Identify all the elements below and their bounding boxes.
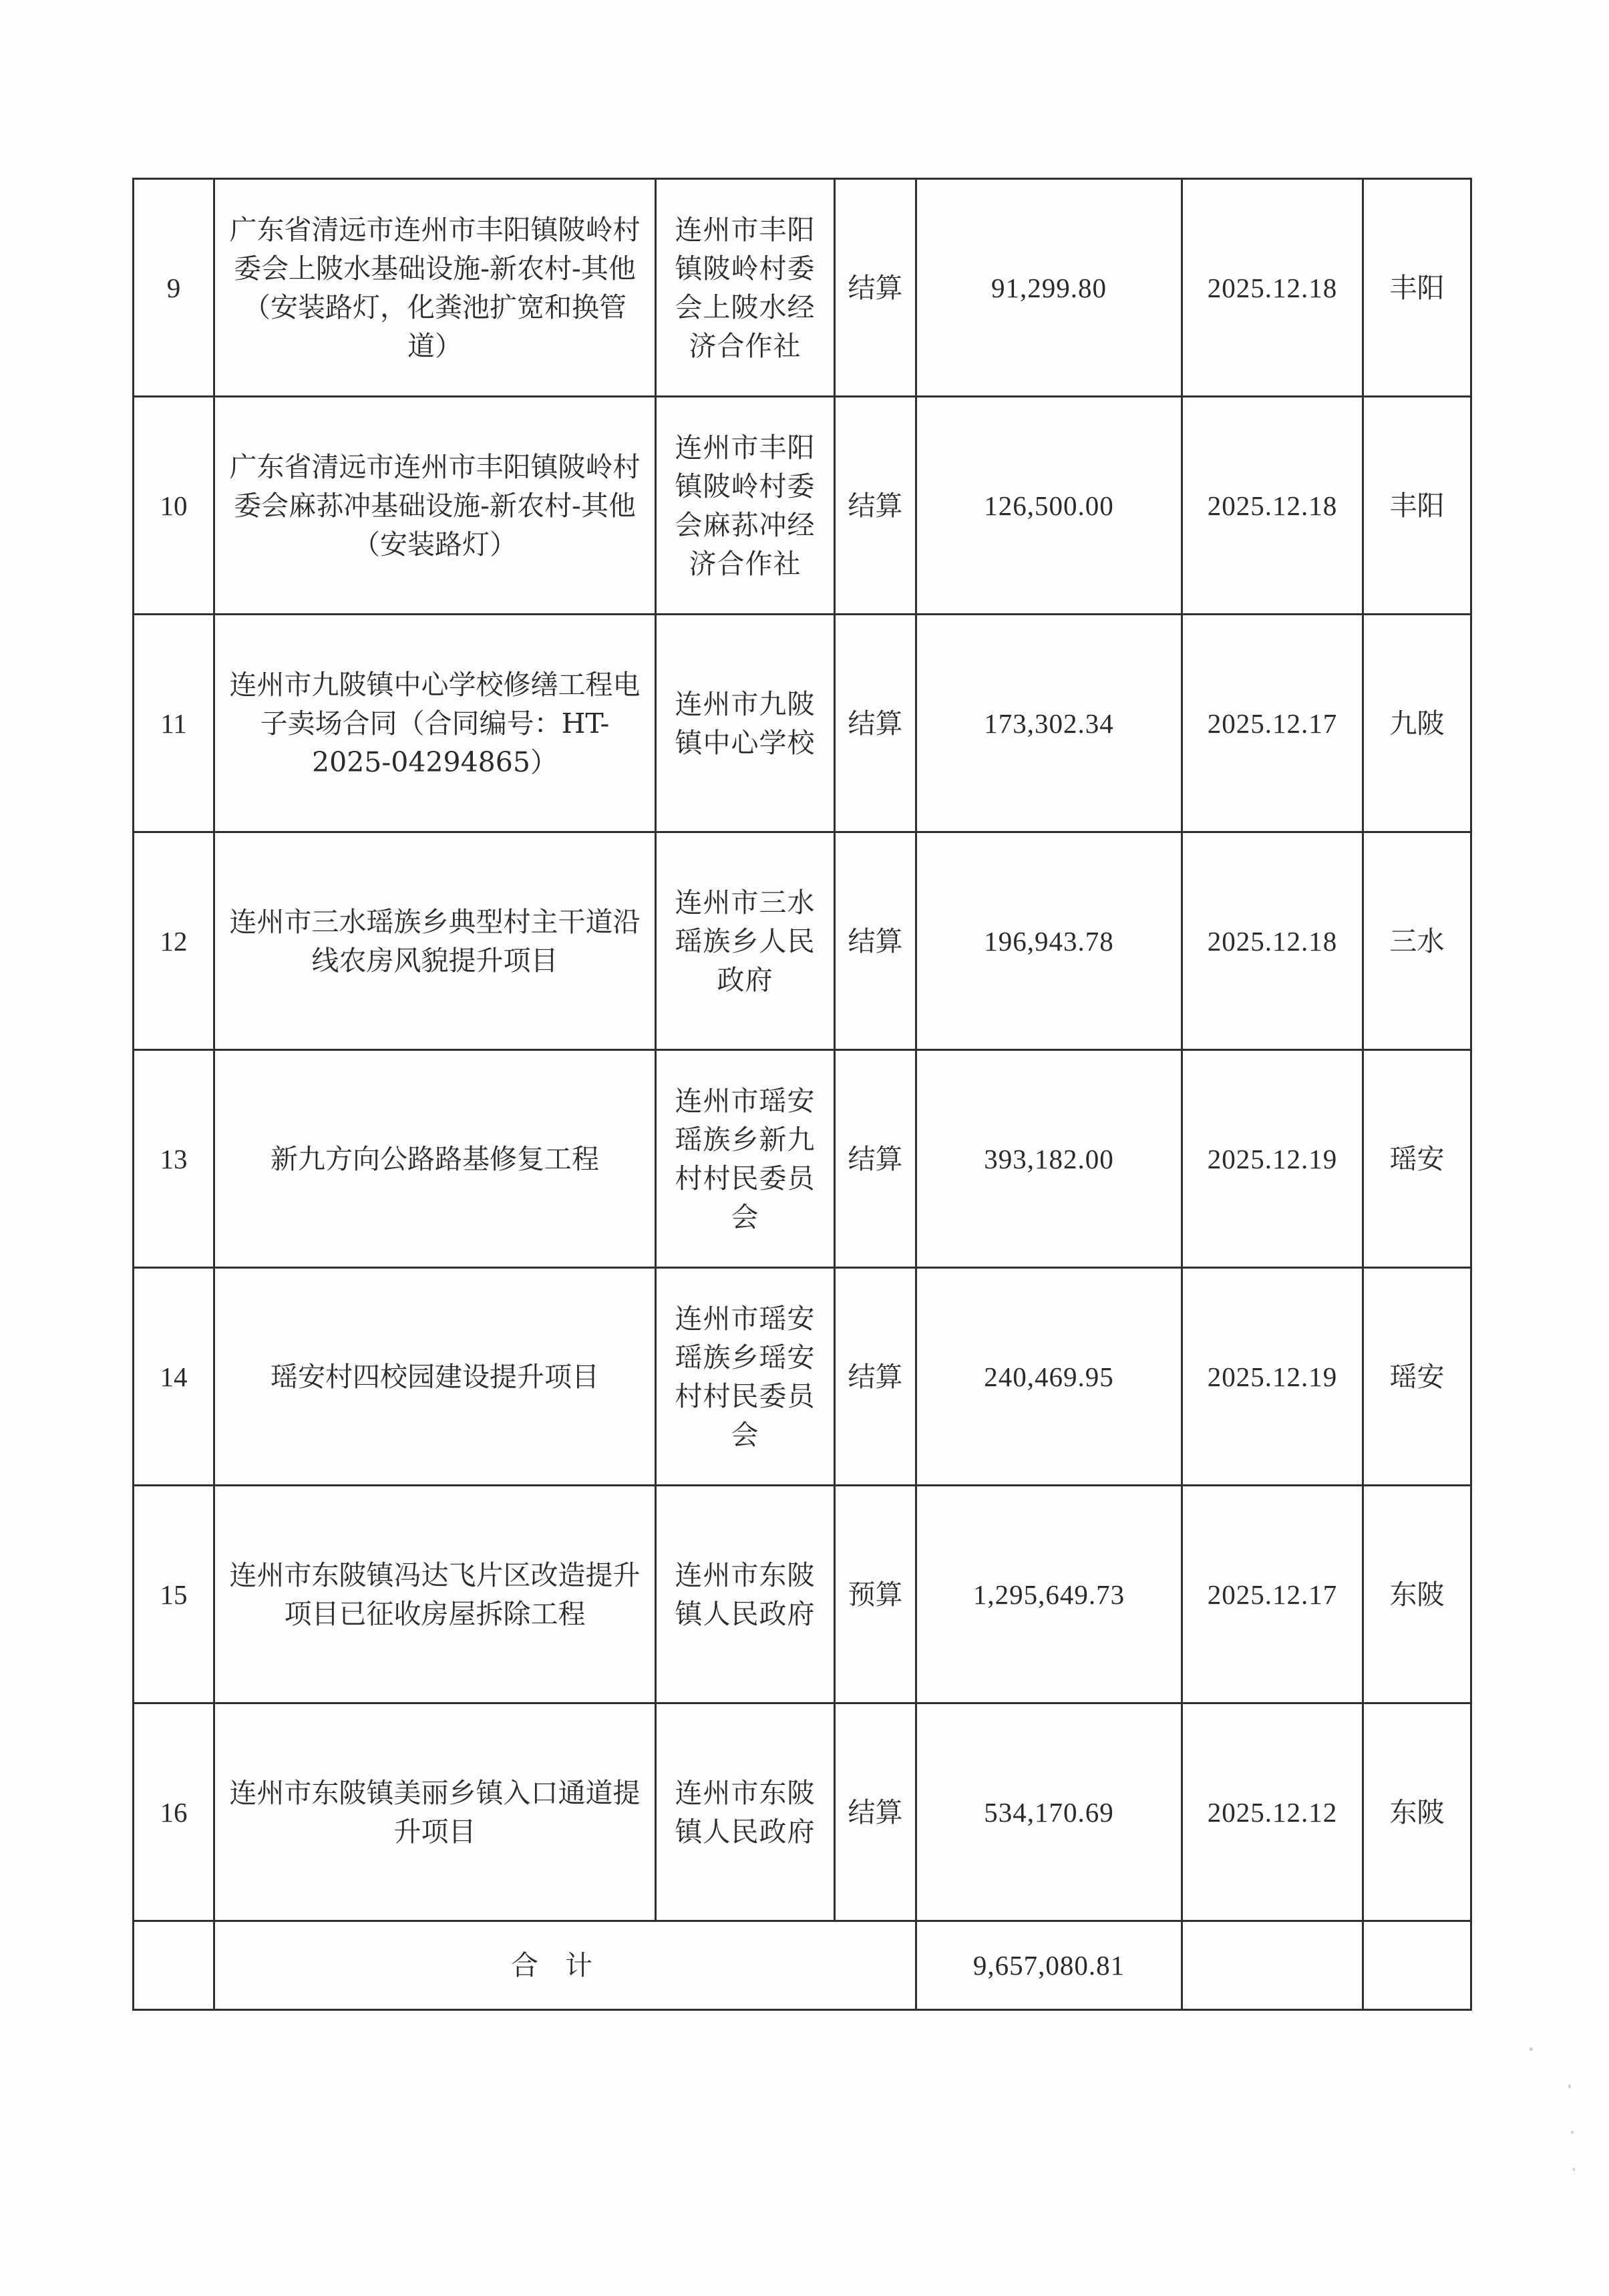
construction-unit-cell: 连州市丰阳镇陂岭村委会上陂水经济合作社 <box>656 179 835 397</box>
date-cell: 2025.12.12 <box>1182 1703 1363 1921</box>
construction-unit-cell: 连州市瑶安瑶族乡新九村村民委员会 <box>656 1050 835 1268</box>
date-cell: 2025.12.18 <box>1182 832 1363 1050</box>
project-name-cell: 广东省清远市连州市丰阳镇陂岭村委会麻荪冲基础设施-新农村-其他（安装路灯） <box>214 397 656 615</box>
table-row <box>134 615 1471 832</box>
row-seq-cell: 9 <box>134 179 214 397</box>
table-row <box>134 179 1471 397</box>
audit-type-cell: 结算 <box>835 832 916 1050</box>
construction-unit-cell: 连州市瑶安瑶族乡瑶安村村民委员会 <box>656 1268 835 1486</box>
amount-cell: 534,170.69 <box>916 1703 1182 1921</box>
total-label: 合计 <box>214 1921 916 2010</box>
table-row <box>134 832 1471 1050</box>
construction-unit-cell: 连州市三水瑶族乡人民政府 <box>656 832 835 1050</box>
amount-cell: 240,469.95 <box>916 1268 1182 1486</box>
project-name-cell: 广东省清远市连州市丰阳镇陂岭村委会上陂水基础设施-新农村-其他（安装路灯，化粪池扩宽和换管道） <box>214 179 656 397</box>
row-seq-cell: 12 <box>134 832 214 1050</box>
total-empty-cell <box>1182 1921 1363 2010</box>
date-cell: 2025.12.18 <box>1182 397 1363 615</box>
table-row <box>134 1486 1471 1703</box>
audit-type-cell: 结算 <box>835 1703 916 1921</box>
date-cell: 2025.12.18 <box>1182 179 1363 397</box>
table-row <box>134 1268 1471 1486</box>
construction-unit-cell: 连州市东陂镇人民政府 <box>656 1703 835 1921</box>
project-name-cell: 连州市三水瑶族乡典型村主干道沿线农房风貌提升项目 <box>214 832 656 1050</box>
scan-speck <box>1530 2047 1533 2051</box>
amount-cell: 126,500.00 <box>916 397 1182 615</box>
amount-cell: 393,182.00 <box>916 1050 1182 1268</box>
audit-type-cell: 结算 <box>835 615 916 832</box>
row-seq-cell: 11 <box>134 615 214 832</box>
total-row <box>134 1921 1471 2010</box>
town-cell: 三水 <box>1363 832 1471 1050</box>
total-empty-cell <box>134 1921 214 2010</box>
amount-cell: 196,943.78 <box>916 832 1182 1050</box>
row-seq-cell: 15 <box>134 1486 214 1703</box>
audit-type-cell: 结算 <box>835 1050 916 1268</box>
table-row <box>134 397 1471 615</box>
scan-speck <box>1573 2168 1575 2171</box>
town-cell: 九陂 <box>1363 615 1471 832</box>
audit-type-cell: 结算 <box>835 397 916 615</box>
project-name-cell: 新九方向公路路基修复工程 <box>214 1050 656 1268</box>
row-seq-cell: 13 <box>134 1050 214 1268</box>
scan-speck <box>1568 2084 1571 2088</box>
town-cell: 瑶安 <box>1363 1050 1471 1268</box>
row-seq-cell: 14 <box>134 1268 214 1486</box>
table-row <box>134 1050 1471 1268</box>
audit-type-cell: 预算 <box>835 1486 916 1703</box>
project-name-cell: 瑶安村四校园建设提升项目 <box>214 1268 656 1486</box>
amount-cell: 1,295,649.73 <box>916 1486 1182 1703</box>
town-cell: 丰阳 <box>1363 397 1471 615</box>
row-seq-cell: 10 <box>134 397 214 615</box>
row-seq-cell: 16 <box>134 1703 214 1921</box>
construction-unit-cell: 连州市九陂镇中心学校 <box>656 615 835 832</box>
project-name-cell: 连州市东陂镇美丽乡镇入口通道提升项目 <box>214 1703 656 1921</box>
date-cell: 2025.12.17 <box>1182 615 1363 832</box>
town-cell: 丰阳 <box>1363 179 1471 397</box>
town-cell: 东陂 <box>1363 1703 1471 1921</box>
date-cell: 2025.12.19 <box>1182 1268 1363 1486</box>
town-cell: 瑶安 <box>1363 1268 1471 1486</box>
audit-type-cell: 结算 <box>835 1268 916 1486</box>
scan-speck <box>1571 2131 1574 2134</box>
audit-type-cell: 结算 <box>835 179 916 397</box>
table-row <box>134 1703 1471 1921</box>
total-empty-cell <box>1363 1921 1471 2010</box>
project-name-cell: 连州市东陂镇冯达飞片区改造提升项目已征收房屋拆除工程 <box>214 1486 656 1703</box>
total-amount: 9,657,080.81 <box>916 1921 1182 2010</box>
town-cell: 东陂 <box>1363 1486 1471 1703</box>
construction-unit-cell: 连州市丰阳镇陂岭村委会麻荪冲经济合作社 <box>656 397 835 615</box>
date-cell: 2025.12.17 <box>1182 1486 1363 1703</box>
amount-cell: 173,302.34 <box>916 615 1182 832</box>
amount-cell: 91,299.80 <box>916 179 1182 397</box>
table-body <box>134 179 1471 2010</box>
settlement-table <box>132 178 1472 2011</box>
construction-unit-cell: 连州市东陂镇人民政府 <box>656 1486 835 1703</box>
project-name-cell: 连州市九陂镇中心学校修缮工程电子卖场合同（合同编号：HT-2025-04294865） <box>214 615 656 832</box>
date-cell: 2025.12.19 <box>1182 1050 1363 1268</box>
